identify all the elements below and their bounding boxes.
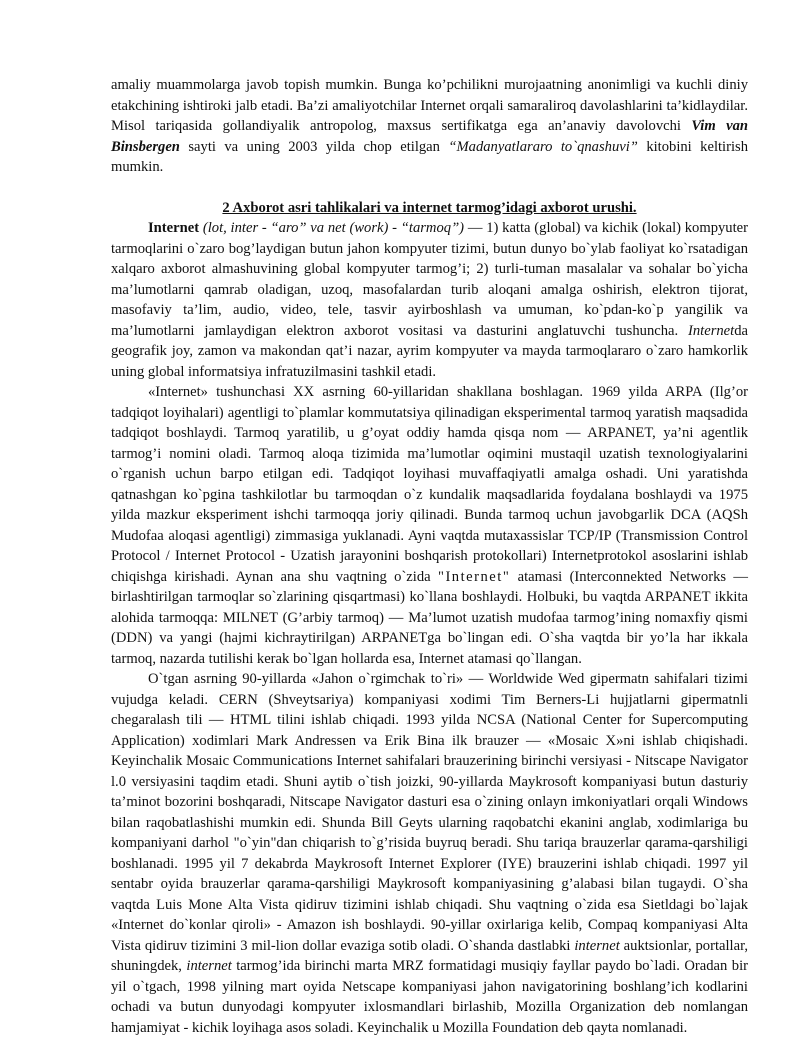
spaced-term: "Internet" xyxy=(437,568,511,585)
term-internet: Internet xyxy=(148,220,200,236)
web-history-paragraph: O`tgan asrning 90-yillarda «Jahon o`rgimchak to`ri» — Worldwide Wed gipermatn sahifalari tizimi vujudga keladi. CERN (Shveytsariya) kompaniyasi xodimi Tim Berners-Li hujjatlarni gipermatnli chegaralash tili — HTML tilini ishlab chiqadi. 1993 yilda NCSA (National Center for Supercomputing Application) xodimlari Mark Andressen va Erik Bina ilk brauzer — «Mosaic X»ni ishlab chiqishadi. Keyinchalik Mosaic Communications Internet sahifalari brauzerining birinchi versiyasi - Nitscape Navigator l.0 versiyasini taqdim etadi. Shuni aytib o`tish joizki, 90-yillarda Maykrosoft kompaniyasi butun dasturiy ta’minot bozorini boshqaradi, Nitscape Navigator dasturi esa o`zining onlayn imkoniyatlari orqali Windows bilan raqobatlashishi mumkin edi. Shunda Bill Geyts ularning raqobatchi ekanini anglab, xodimlariga bu kompaniyani darhol "o`yin"dan chiqarish to`g’risida buyruq beradi. Shu tariqa brauzerlar qarama-qarshiligi boshlanadi. 1995 yil 7 dekabrda Maykrosoft Internet Explorer (IYE) brauzerini ishlab chiqadi. 1997 yil sentabr oyida brauzerlar qarama-qarshiligi Maykrosoft kompaniyasining g’alabasi bilan tugaydi. O`sha vaqtda Luis Mone Alta Vista qidiruv tizimini ishlab chiqadi. Shu vaqtning o`zida esa Sietldagi bo`lajak «Internet do`konlar qiroli» - Amazon ish boshlaydi. 90-yillar oxirlariga kelib, Compaq kompaniyasi Alta Vista qidiruv tizimini 3 mil-lion dollar evaziga sotib oladi. O`shanda dastlabki internet auktsionlar, portallar, shuningdek, internet tarmog’ida birinchi marta MRZ formatidagi musiqiy fayllar paydo bo`ladi. Oradan bir yil o`tgach, 1998 yilning mart oyida Netscape kompaniyasi jahon navigatorining boshlang’ich kodlarini ochadi va butun dunyodagi kompyuter ixlosmandlari birlashib, Mozilla Organization deb nomlangan hamjamiyat - kichik loyihaga asos soladi. Keyinchalik u Mozilla Foundation deb qayta nomlanadi. xyxy=(111,671,749,1036)
etymology: (lot, inter - “aro” va net (work) - “tarmoq”) xyxy=(199,220,465,236)
author-name: Vim van Binsbergen xyxy=(111,118,749,155)
section-heading: 2 Axborot asri tahlikalari va internet tarmog’idagi axborot urushi. xyxy=(222,199,637,216)
document-page xyxy=(111,75,748,1038)
history-paragraph: «Internet» tushunchasi XX asrning 60-yillaridan shakllana boshlagan. 1969 yilda ARPA (Ilg’or tadqiqot loyihalari) agentligi to`plamlar kommutatsiya qilinadigan eksperimental tarmoq yaratish maqsadida tadqiqot boshlaydi. Tarmoq yaratilib, u g’oyat oddiy hamda qisqa nom — ARPANET, ya’ni agentlik tarmog’i nomini oladi. Tarmoq aloqa tizimida ma’lumotlar oqimini mustaqil uzatish texnologiyalarini o`rganish uchun barpo etilgan edi. Tadqiqot loyihasi muvaffaqiyatli amalga oshadi. Uni yaratishda qatnashgan ko`pgina tashkilotlar bu tarmoqdan o`z kundalik maqsadlarida foydalana boshlaydi va 1975 yilda mazkur eksperiment ishchi tarmoqqa joriy qilinadi. Bunda tarmoq uchun javobgarlik DCA (AQSh Mudofaa aloqasi agentligi) zimmasiga yuklanadi. Ayni vaqtda mutaxassislar TCP/IP (Transmission Control Protocol / Internet Protocol - Uzatish jarayonini boshqarish protokollari) Internetprotokol asoslarini ishlab chiqishga kirishadi. Aynan ana shu vaqtning o`zida "Internet" atamasi (Interconnekted Networks — birlashtirilgan tarmoqlar so`zlarining qisqartmasi) ko`llana boshlaydi. Holbuki, bu vaqtda ARPANET ikkita alohida tarmoqqa: MILNET (G’arbiy tarmoq) — Ma’lumot uzatish mudofaa tarmog’ining nomaxfiy qismi (DDN) va yangi (hajmi kichraytirilgan) ARPANETga bo`lingan edi. O`sha vaqtda bir yo’la har ikkala tarmoq, nazarda tutilishi kerak bo`lgan hollarda esa, Internet atamasi qo`llangan. xyxy=(111,384,748,667)
internet-definition-paragraph: Internet (lot, inter - “aro” va net (work) - “tarmoq”) — 1) katta (global) va kichik (lokal) kompyuter tarmoqlarini o`zaro bog’laydigan butun jahon kompyuter tizimi, butun dunyo bo`ylab faoliyat ko`rsatadigan xalqaro axborot almashuvining global kompyuter tarmog’i; 2) turli-tuman masalalar va sohalar bo`yicha ma’lumotlarni qamrab oladigan, uzoq, masofalardan turib aloqani amalga oshirish, elektron tijorat, masofaviy ta’lim, audio, video, tele, tasvir ayirboshlash va umuman, ko`pdan-ko`p yangilik va ma’lumotlarni jamlaydigan elektron axborot vositasi va dasturini anglatuvchi tushuncha. Internetda geografik joy, zamon va makondan qat’i nazar, ayrim kompyuter va mayda tarmoqlararo o`zaro hamkorlik uning global informatsiya infratuzilmasini tashkil etadi. xyxy=(111,220,748,380)
book-title: “Madanyatlararo to`qnashuvi” xyxy=(448,138,638,155)
intro-paragraph: amaliy muammolarga javob topish mumkin. Bunga ko’pchilikni murojaatning anonimligi va kuchli diniy etakchining ishtiroki jalb etadi. Ba’zi amaliyotchilar Internet orqali samaraliroq davolashlarini ta’kidlaydilar. Misol tariqasida gollandiyalik antropolog, maxsus sertifikatga ega an’anaviy davolovchi Vim van Binsbergen sayti va uning 2003 yilda chop etilgan “Madanyatlararo to`qnashuvi” kitobini keltirish mumkin. xyxy=(111,77,749,175)
